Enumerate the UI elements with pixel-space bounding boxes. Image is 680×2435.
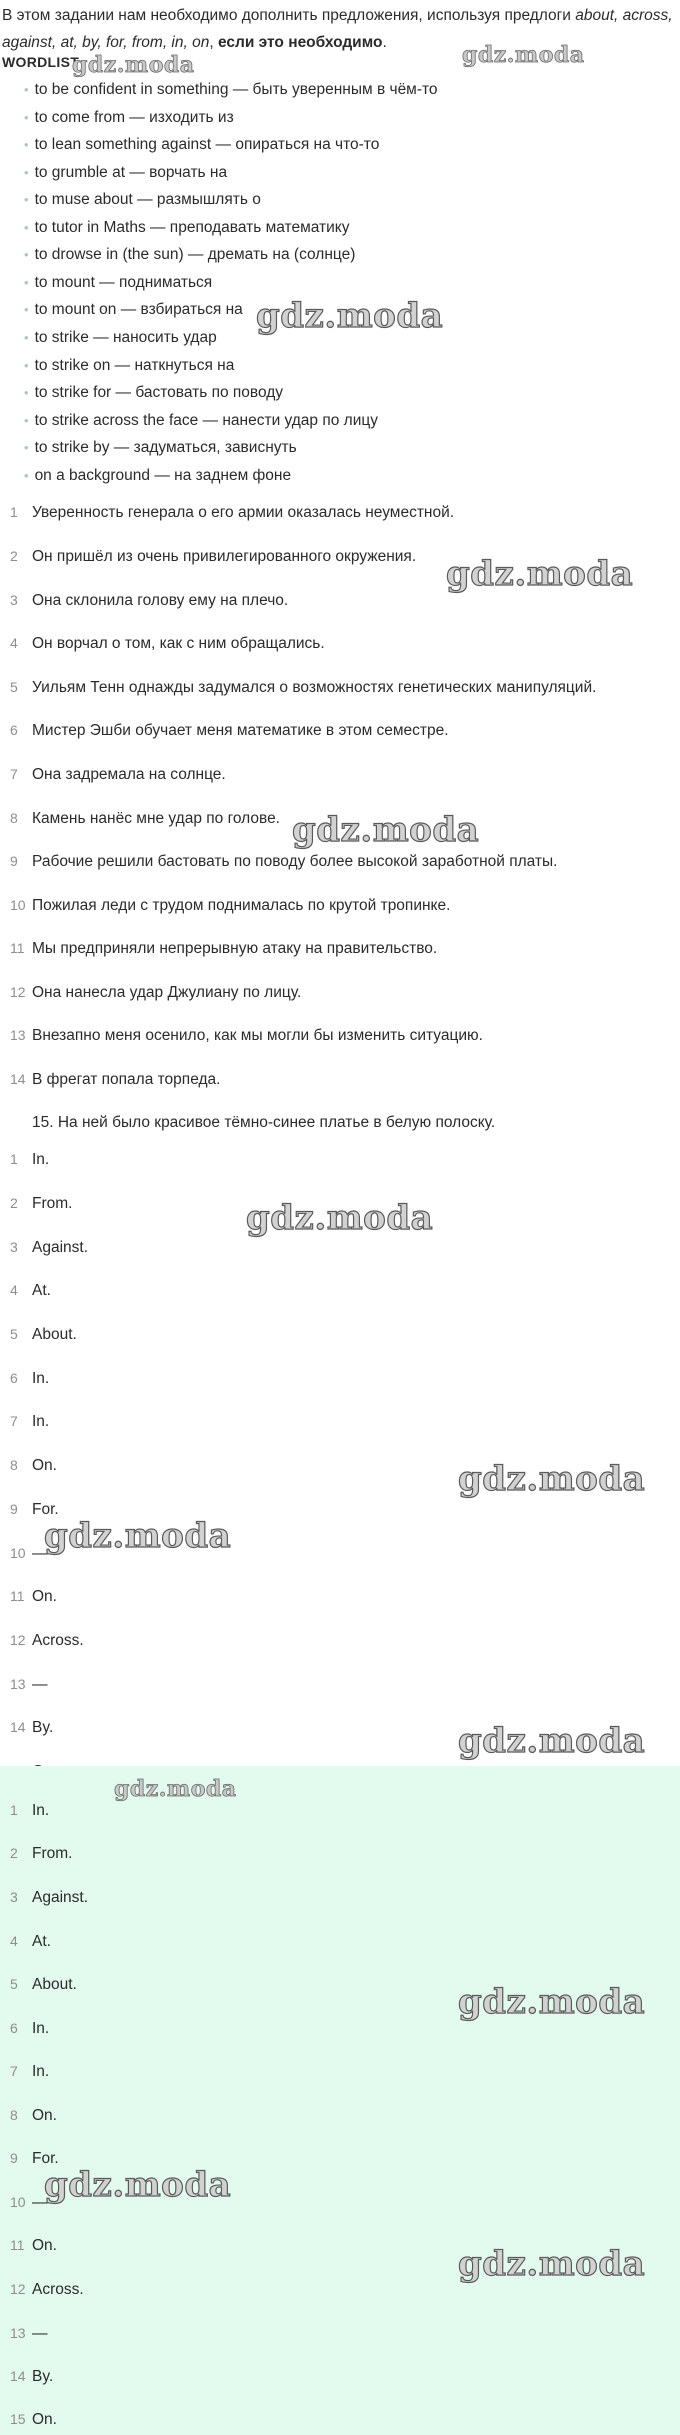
item-text: Across. xyxy=(32,1632,84,1649)
watermark: gdz.moda xyxy=(458,2244,646,2284)
bullet-icon: • xyxy=(24,413,29,428)
item-text: In. xyxy=(32,2063,50,2080)
item-number: 7 xyxy=(10,1413,18,1429)
answer-row xyxy=(10,2321,48,2345)
wordlist-item xyxy=(24,407,378,434)
item-number: 9 xyxy=(10,853,18,869)
sentence-row xyxy=(10,588,288,612)
item-number: 3 xyxy=(10,1239,18,1255)
item-number: 8 xyxy=(10,810,18,826)
sentence-row xyxy=(10,893,450,917)
wordlist-item xyxy=(24,104,234,131)
answer-row xyxy=(10,1235,88,1259)
bullet-icon: • xyxy=(24,330,29,345)
item-text: About. xyxy=(32,1326,77,1343)
wordlist-item xyxy=(24,324,217,351)
item-number: 6 xyxy=(10,722,18,738)
watermark: gdz.moda xyxy=(446,554,634,594)
wordlist-item xyxy=(24,434,297,461)
wordlist-text: to strike on — наткнуться на xyxy=(34,357,235,374)
answer-row xyxy=(10,1972,77,1996)
bullet-icon: • xyxy=(24,82,29,97)
item-number: 4 xyxy=(10,1282,18,1298)
watermark: gdz.moda xyxy=(292,810,480,850)
item-text: For. xyxy=(32,2150,59,2167)
item-text: Рабочие решили бастовать по поводу более высокой заработной платы. xyxy=(32,853,558,870)
wordlist-text: to muse about — размышлять о xyxy=(34,191,261,208)
item-text: — xyxy=(32,2194,48,2211)
item-text: Он ворчал о том, как с ним обращались. xyxy=(32,635,325,652)
wordlist-item xyxy=(24,159,227,186)
intro-part1: В этом задании нам необходимо дополнить предложения, используя предлоги xyxy=(2,7,576,24)
sentence-row xyxy=(10,500,454,524)
watermark: gdz.moda xyxy=(246,1198,434,1238)
wordlist-text: to strike for — бастовать по поводу xyxy=(34,384,284,401)
answer-row xyxy=(10,2277,84,2301)
sentence-row xyxy=(10,806,280,830)
wordlist-text: on a background — на заднем фоне xyxy=(34,467,292,484)
item-number: 9 xyxy=(10,1501,18,1517)
wordlist-item xyxy=(24,462,291,489)
item-text: On. xyxy=(32,1588,57,1605)
sentence-row xyxy=(10,1111,495,1135)
answer-row xyxy=(10,1798,49,1822)
answer-row xyxy=(10,1409,49,1433)
bullet-icon: • xyxy=(24,192,29,207)
sentence-row xyxy=(10,762,226,786)
wordlist-text: to strike across the face — нанести удар по лицу xyxy=(34,412,379,429)
item-text: Камень нанёс мне удар по голове. xyxy=(32,810,280,827)
item-number: 11 xyxy=(10,940,25,956)
wordlist-item xyxy=(24,352,234,379)
item-text: In. xyxy=(32,1370,50,1387)
item-text: For. xyxy=(32,1501,59,1518)
item-text: Она склонила голову ему на плечо. xyxy=(32,592,289,609)
item-text: On. xyxy=(32,2107,57,2124)
item-number: 13 xyxy=(10,1676,26,1692)
item-number: 13 xyxy=(10,2325,26,2341)
item-text: Она нанесла удар Джулиану по лицу. xyxy=(32,984,302,1001)
item-number: 4 xyxy=(10,1933,18,1949)
sentence-row xyxy=(10,980,301,1004)
answer-row xyxy=(10,1628,84,1652)
watermark: gdz.moda xyxy=(72,52,195,78)
item-text: From. xyxy=(32,1195,73,1212)
item-text: Мистер Эшби обучает меня математике в этом семестре. xyxy=(32,722,449,739)
item-text: From. xyxy=(32,1845,73,1862)
item-text: In. xyxy=(32,1413,50,1430)
answer-row xyxy=(10,1929,51,1953)
item-number: 5 xyxy=(10,1976,18,1992)
wordlist-item xyxy=(24,186,261,213)
item-text: At. xyxy=(32,1933,51,1950)
answer-row xyxy=(10,1584,57,1608)
bullet-icon: • xyxy=(24,165,29,180)
wordlist-text: to drowse in (the sun) — дремать на (солнце) xyxy=(34,246,356,263)
item-number: 3 xyxy=(10,592,18,608)
watermark: gdz.moda xyxy=(462,42,585,68)
wordlist-text: to grumble at — ворчать на xyxy=(34,164,228,181)
wordlist-text: to tutor in Maths — преподавать математику xyxy=(34,219,350,236)
bullet-icon: • xyxy=(24,247,29,262)
wordlist-title: WORDLIST xyxy=(2,54,80,70)
bullet-icon: • xyxy=(24,275,29,290)
item-number: 11 xyxy=(10,1588,25,1604)
item-number: 13 xyxy=(10,1027,26,1043)
wordlist-text: to strike by — задуматься, зависнуть xyxy=(34,439,297,456)
item-text: Against. xyxy=(32,1239,89,1256)
answer-row xyxy=(10,2233,57,2257)
item-number: 12 xyxy=(10,1632,26,1648)
item-text: Она задремала на солнце. xyxy=(32,766,226,783)
answer-row xyxy=(10,2103,57,2127)
item-text: By. xyxy=(32,1719,54,1736)
wordlist-text: to be confident in something — быть уверенным в чём-то xyxy=(34,81,438,98)
item-text: — xyxy=(32,2325,48,2342)
item-text: 15. На ней было красивое тёмно-синее платье в белую полоску. xyxy=(32,1114,496,1131)
sentence-row xyxy=(10,936,437,960)
item-number: 12 xyxy=(10,2281,26,2297)
watermark: gdz.moda xyxy=(114,1776,237,1802)
item-text: In. xyxy=(32,1802,50,1819)
answer-row xyxy=(10,2407,57,2431)
answer-row xyxy=(10,1322,77,1346)
item-number: 7 xyxy=(10,766,18,782)
item-number: 11 xyxy=(10,2237,25,2253)
watermark: gdz.moda xyxy=(44,2165,232,2205)
answer-row xyxy=(10,1841,72,1865)
bullet-icon: • xyxy=(24,220,29,235)
item-text: В фрегат попала торпеда. xyxy=(32,1071,221,1088)
watermark: gdz.moda xyxy=(256,296,444,336)
watermark: gdz.moda xyxy=(458,1982,646,2022)
item-text: Across. xyxy=(32,2281,84,2298)
item-text: About. xyxy=(32,1976,77,1993)
item-number: 5 xyxy=(10,1326,18,1342)
wordlist-text: to come from — изходить из xyxy=(34,109,234,126)
item-text: Уильям Тенн однажды задумался о возможностях генетических манипуляций. xyxy=(32,679,597,696)
item-text: At. xyxy=(32,1282,51,1299)
item-number: 2 xyxy=(10,548,18,564)
item-number: 12 xyxy=(10,984,26,1000)
wordlist-item xyxy=(24,131,379,158)
answer-row xyxy=(10,2016,49,2040)
item-number: 9 xyxy=(10,2150,18,2166)
sentence-row xyxy=(10,1023,483,1047)
wordlist-text: to lean something against — опираться на что-то xyxy=(34,136,380,153)
answer-row xyxy=(10,1885,88,1909)
wordlist-item xyxy=(24,379,283,406)
answer-row xyxy=(10,1366,49,1390)
item-number: 5 xyxy=(10,679,18,695)
intro-prepositions: about, across, against, at, by, for, from, in, on xyxy=(2,7,673,51)
answer-row xyxy=(10,1191,72,1215)
answer-row xyxy=(10,2190,48,2214)
item-number: 14 xyxy=(10,1719,26,1735)
item-number: 2 xyxy=(10,1845,18,1861)
item-number: 15 xyxy=(10,2411,26,2427)
intro-end: . xyxy=(382,34,387,51)
answer-row xyxy=(10,1453,57,1477)
watermark: gdz.moda xyxy=(44,1516,232,1556)
item-number: 8 xyxy=(10,2107,18,2123)
item-number: 14 xyxy=(10,2368,26,2384)
bullet-icon: • xyxy=(24,302,29,317)
item-number: 1 xyxy=(10,504,18,520)
item-number: 6 xyxy=(10,2020,18,2036)
wordlist-text: to strike — наносить удар xyxy=(34,329,217,346)
answer-highlight-block xyxy=(0,1766,680,2435)
item-number: 10 xyxy=(10,897,26,913)
watermark: gdz.moda xyxy=(458,1721,646,1761)
wordlist-text: to mount — подниматься xyxy=(34,274,213,291)
sentence-row xyxy=(10,631,325,655)
wordlist-item xyxy=(24,296,243,323)
item-text: On. xyxy=(32,2237,57,2254)
item-text: — xyxy=(32,1676,48,1693)
item-number: 1 xyxy=(10,1151,18,1167)
item-text: In. xyxy=(32,2020,50,2037)
answer-row xyxy=(10,2059,49,2083)
sentence-row xyxy=(10,849,557,873)
item-text: Against. xyxy=(32,1889,89,1906)
answer-row xyxy=(10,2364,53,2388)
item-number: 10 xyxy=(10,1545,26,1561)
answer-row xyxy=(10,1278,51,1302)
item-number: 7 xyxy=(10,2063,18,2079)
intro-part2: , xyxy=(209,34,218,51)
item-text: Пожилая леди с трудом поднималась по крутой тропинке. xyxy=(32,897,451,914)
wordlist-item xyxy=(24,241,355,268)
sentence-row xyxy=(10,1067,220,1091)
wordlist-text: to mount on — взбираться на xyxy=(34,301,243,318)
bullet-icon: • xyxy=(24,468,29,483)
bullet-icon: • xyxy=(24,385,29,400)
item-number: 4 xyxy=(10,635,18,651)
watermark: gdz.moda xyxy=(458,1459,646,1499)
sentence-row xyxy=(10,544,416,568)
item-text: On. xyxy=(32,2411,57,2428)
item-text: On. xyxy=(32,1457,57,1474)
bullet-icon: • xyxy=(24,358,29,373)
bullet-icon: • xyxy=(24,110,29,125)
item-text: — xyxy=(32,1545,48,1562)
item-text: Уверенность генерала о его армии оказалась неуместной. xyxy=(32,504,455,521)
item-text: Он пришёл из очень привилегированного окружения. xyxy=(32,548,417,565)
answer-row xyxy=(10,1541,48,1565)
item-number: 8 xyxy=(10,1457,18,1473)
item-text: Мы предприняли непрерывную атаку на правительство. xyxy=(32,940,438,957)
item-text: Внезапно меня осенило, как мы могли бы изменить ситуацию. xyxy=(32,1027,483,1044)
item-number: 3 xyxy=(10,1889,18,1905)
bullet-icon: • xyxy=(24,440,29,455)
answer-row xyxy=(10,1672,48,1696)
sentence-row xyxy=(10,675,596,699)
wordlist-item xyxy=(24,269,212,296)
intro-bold: если это необходимо xyxy=(217,34,383,51)
sentence-row xyxy=(10,718,449,742)
item-number: 2 xyxy=(10,1195,18,1211)
item-number: 14 xyxy=(10,1071,26,1087)
item-text: By. xyxy=(32,2368,54,2385)
item-number: 10 xyxy=(10,2194,26,2210)
wordlist-item xyxy=(24,76,438,103)
bullet-icon: • xyxy=(24,137,29,152)
wordlist-item xyxy=(24,214,349,241)
item-number: 6 xyxy=(10,1370,18,1386)
item-text: In. xyxy=(32,1151,50,1168)
item-number: 1 xyxy=(10,1802,18,1818)
answer-row xyxy=(10,1147,49,1171)
answer-row xyxy=(10,1715,53,1739)
